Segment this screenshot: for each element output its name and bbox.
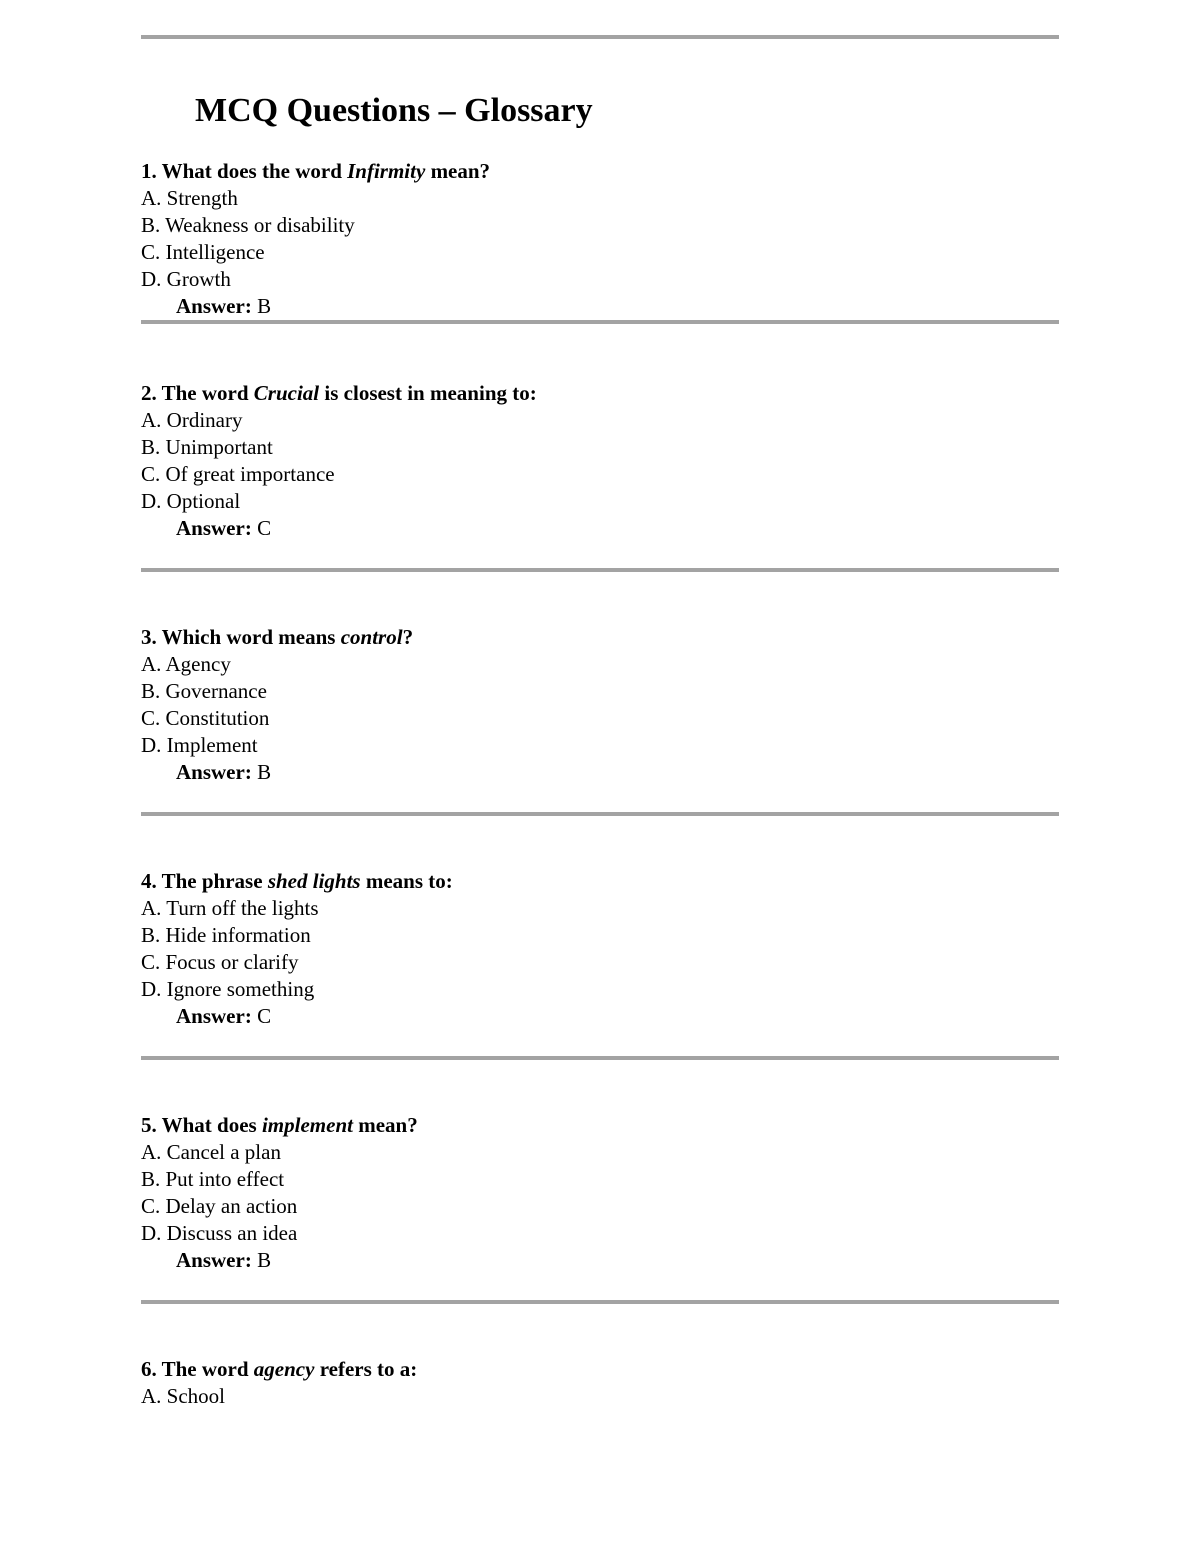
glossary-term: agency xyxy=(253,1357,315,1381)
question-stem: 1. What does the word Infirmity mean? xyxy=(141,159,491,183)
glossary-term: Crucial xyxy=(253,381,320,405)
glossary-term: shed lights xyxy=(267,869,361,893)
question-5 xyxy=(141,1112,1059,1274)
option-b: B. Put into effect xyxy=(141,1167,285,1191)
answer-line: Answer: B xyxy=(176,294,272,318)
option-a: A. Strength xyxy=(141,186,238,210)
option-c: C. Intelligence xyxy=(141,240,265,264)
answer-line: Answer: B xyxy=(176,760,272,784)
divider-rule xyxy=(141,568,1059,572)
page-title: MCQ Questions – Glossary xyxy=(195,92,593,129)
option-c: C. Focus or clarify xyxy=(141,950,299,974)
question-stem: 4. The phrase shed lights means to: xyxy=(141,869,453,893)
option-b: B. Governance xyxy=(141,679,267,703)
answer-value: C xyxy=(257,516,272,540)
option-d: D. Ignore something xyxy=(141,977,315,1001)
option-c: C. Constitution xyxy=(141,706,270,730)
question-4 xyxy=(141,868,1059,1030)
option-b: B. Weakness or disability xyxy=(141,213,355,237)
option-d: D. Implement xyxy=(141,733,258,757)
option-d: D. Optional xyxy=(141,489,241,513)
answer-value: B xyxy=(257,760,272,784)
option-d: D. Growth xyxy=(141,267,231,291)
divider-rule xyxy=(141,1056,1059,1060)
option-b: B. Unimportant xyxy=(141,435,273,459)
option-a: A. Ordinary xyxy=(141,408,243,432)
question-stem: 3. Which word means control? xyxy=(141,625,414,649)
option-a: A. Agency xyxy=(141,652,231,676)
question-stem: 6. The word agency refers to a: xyxy=(141,1357,418,1381)
glossary-term: control xyxy=(340,625,403,649)
option-a: A. School xyxy=(141,1384,225,1408)
question-stem: 5. What does implement mean? xyxy=(141,1113,418,1137)
question-2 xyxy=(141,380,1059,542)
answer-line: Answer: B xyxy=(176,1248,272,1272)
answer-line: Answer: C xyxy=(176,1004,272,1028)
option-d: D. Discuss an idea xyxy=(141,1221,298,1245)
question-6 xyxy=(141,1356,1059,1410)
divider-rule xyxy=(141,320,1059,324)
glossary-term: Infirmity xyxy=(347,159,426,183)
option-b: B. Hide information xyxy=(141,923,311,947)
divider-rule xyxy=(141,812,1059,816)
divider-rule xyxy=(141,35,1059,39)
question-stem: 2. The word Crucial is closest in meaning to: xyxy=(141,381,537,405)
question-3 xyxy=(141,624,1059,786)
option-c: C. Delay an action xyxy=(141,1194,298,1218)
option-c: C. Of great importance xyxy=(141,462,335,486)
question-1 xyxy=(141,158,1059,320)
option-a: A. Cancel a plan xyxy=(141,1140,281,1164)
answer-value: B xyxy=(257,294,272,318)
option-a: A. Turn off the lights xyxy=(141,896,319,920)
answer-value: B xyxy=(257,1248,272,1272)
answer-line: Answer: C xyxy=(176,516,272,540)
divider-rule xyxy=(141,1300,1059,1304)
glossary-term: implement xyxy=(261,1113,353,1137)
answer-value: C xyxy=(257,1004,272,1028)
